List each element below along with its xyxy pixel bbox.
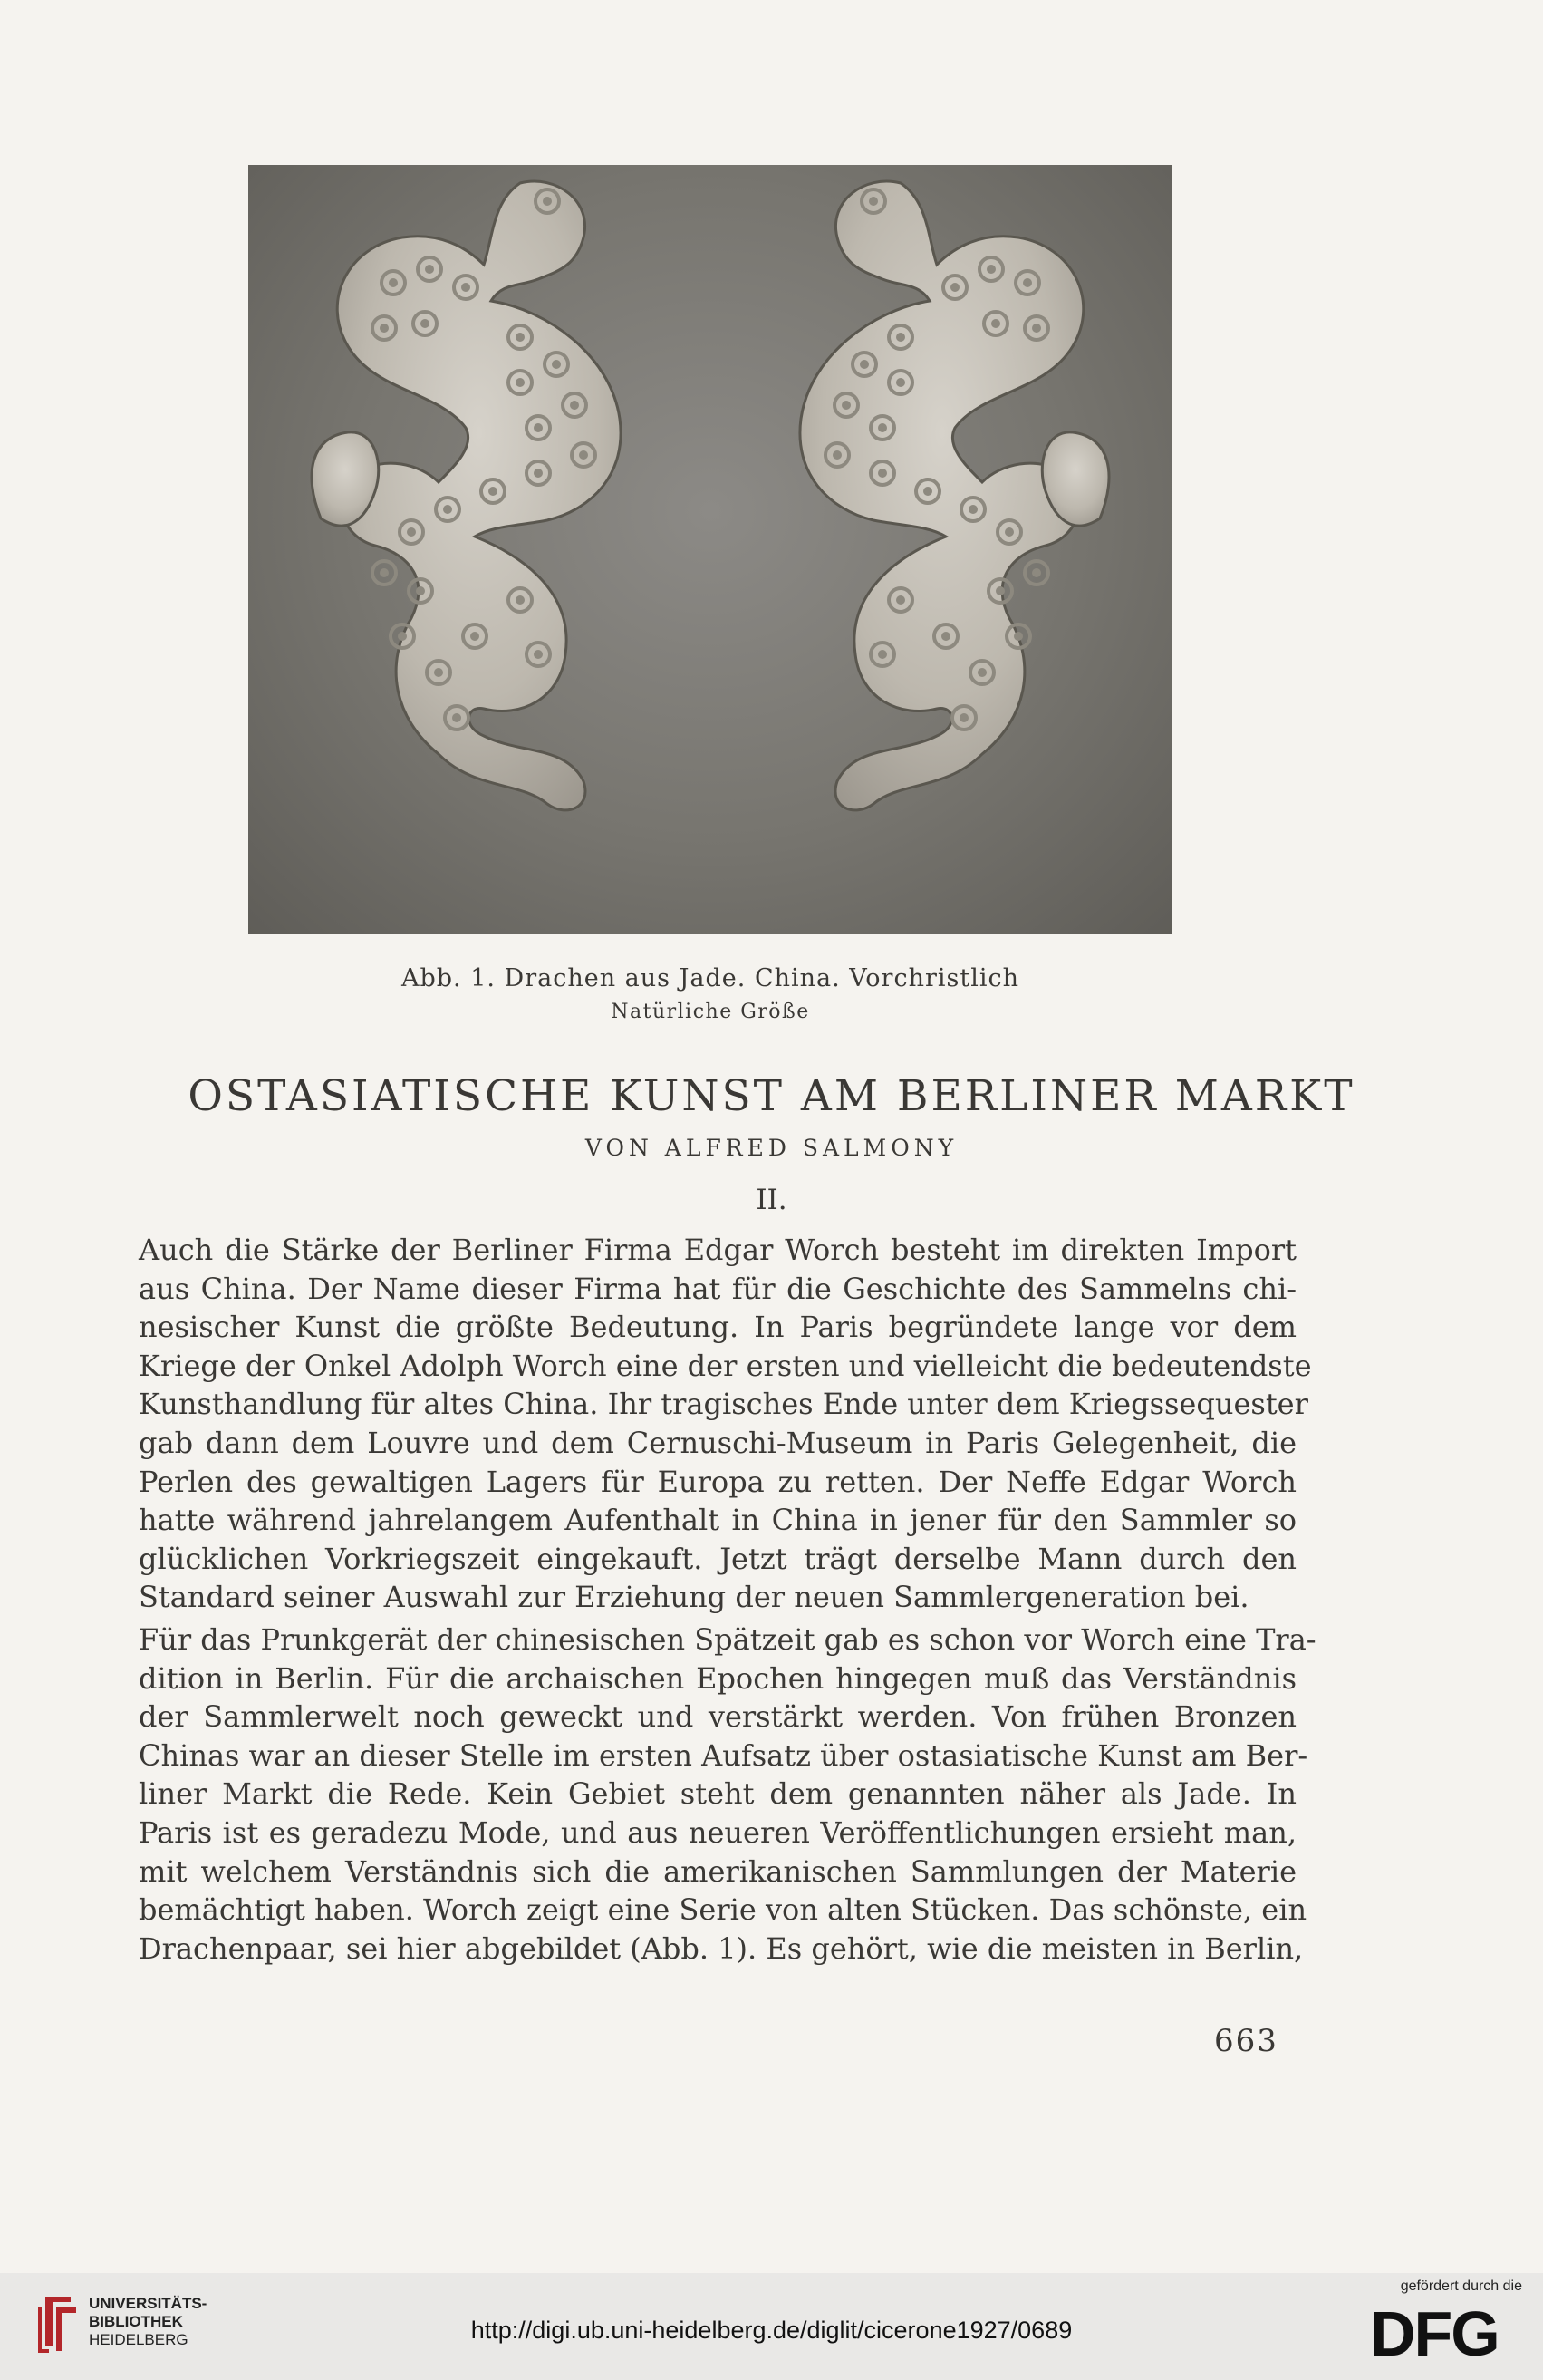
- paragraph-1: [139, 1231, 1312, 1617]
- article-author: VON ALFRED SALMONY: [584, 1135, 959, 1161]
- text-line: Kunsthandlung für altes China. Ihr tragisches Ende unter dem Kriegssequester: [139, 1387, 1308, 1422]
- section-number: II.: [756, 1184, 787, 1216]
- library-name-line: HEIDELBERG: [89, 2331, 188, 2348]
- article-title: OSTASIATISCHE KUNST AM BERLINER MARKT: [188, 1071, 1355, 1121]
- source-url-link[interactable]: http://digi.ub.uni-heidelberg.de/diglit/cicerone1927/0689: [470, 2317, 1073, 2344]
- jade-dragon-pair-photo: [248, 165, 1172, 934]
- figure-caption: Abb. 1. Drachen aus Jade. China. Vorchristlich: [400, 964, 1020, 992]
- text-line: Paris ist es geradezu Mode, und aus neueren Veröffentlichungen ersieht man,: [139, 1814, 1297, 1850]
- text-line: Kriege der Onkel Adolph Worch eine der ersten und vielleicht die bedeutendste: [139, 1348, 1312, 1383]
- library-name-line: BIBLIOTHEK: [89, 2313, 183, 2330]
- dfg-logo: DFG: [1370, 2298, 1499, 2369]
- text-line: Auch die Stärke der Berliner Firma Edgar Worch besteht im direkten Import: [139, 1233, 1297, 1267]
- funded-by-label: gefördert durch die: [1400, 2278, 1522, 2294]
- page-number: 663: [1214, 2023, 1278, 2059]
- text-line: Perlen des gewaltigen Lagers für Europa zu retten. Der Neffe Edgar Worch: [139, 1464, 1297, 1499]
- text-line: dition in Berlin. Für die archaischen Epochen hingegen muß das Verständnis: [139, 1660, 1297, 1696]
- text-line: bemächtigt haben. Worch zeigt eine Serie von alten Stücken. Das schönste, ein: [139, 1892, 1307, 1928]
- text-line: Für das Prunkgerät der chinesischen Spätzeit gab es schon vor Worch eine Tra-: [139, 1622, 1316, 1657]
- text-line: liner Markt die Rede. Kein Gebiet steht dem genannten näher als Jade. In: [139, 1776, 1297, 1812]
- text-line: nesischer Kunst die größte Bedeutung. In Paris begründete lange vor dem: [139, 1310, 1297, 1345]
- text-line: gab dann dem Louvre und dem Cernuschi-Museum in Paris Gelegenheit, die: [139, 1425, 1297, 1460]
- figure-subcaption: Natürliche Größe: [611, 1001, 810, 1023]
- text-line: aus China. Der Name dieser Firma hat für die Geschichte des Sammelns chi-: [139, 1271, 1297, 1306]
- right-dragon-shape: [800, 181, 1109, 810]
- text-line: Standard seiner Auswahl zur Erziehung der neuen Sammlergeneration bei.: [139, 1580, 1249, 1615]
- text-line: Chinas war an dieser Stelle im ersten Aufsatz über ostasiatische Kunst am Ber-: [139, 1737, 1308, 1773]
- library-name-line: UNIVERSITÄTS-: [89, 2295, 207, 2312]
- text-line: Drachenpaar, sei hier abgebildet (Abb. 1). Es gehört, wie die meisten in Berlin,: [139, 1930, 1304, 1966]
- text-line: der Sammlerwelt noch geweckt und verstärkt werden. Von frühen Bronzen: [139, 1699, 1297, 1735]
- paragraph-2: [139, 1621, 1316, 1968]
- text-line: mit welchem Verständnis sich die amerikanischen Sammlungen der Materie: [139, 1853, 1297, 1889]
- text-line: hatte während jahrelangem Aufenthalt in China in jener für den Sammler so: [139, 1503, 1297, 1538]
- text-line: glücklichen Vorkriegszeit eingekauft. Jetzt trägt derselbe Mann durch den: [139, 1541, 1297, 1576]
